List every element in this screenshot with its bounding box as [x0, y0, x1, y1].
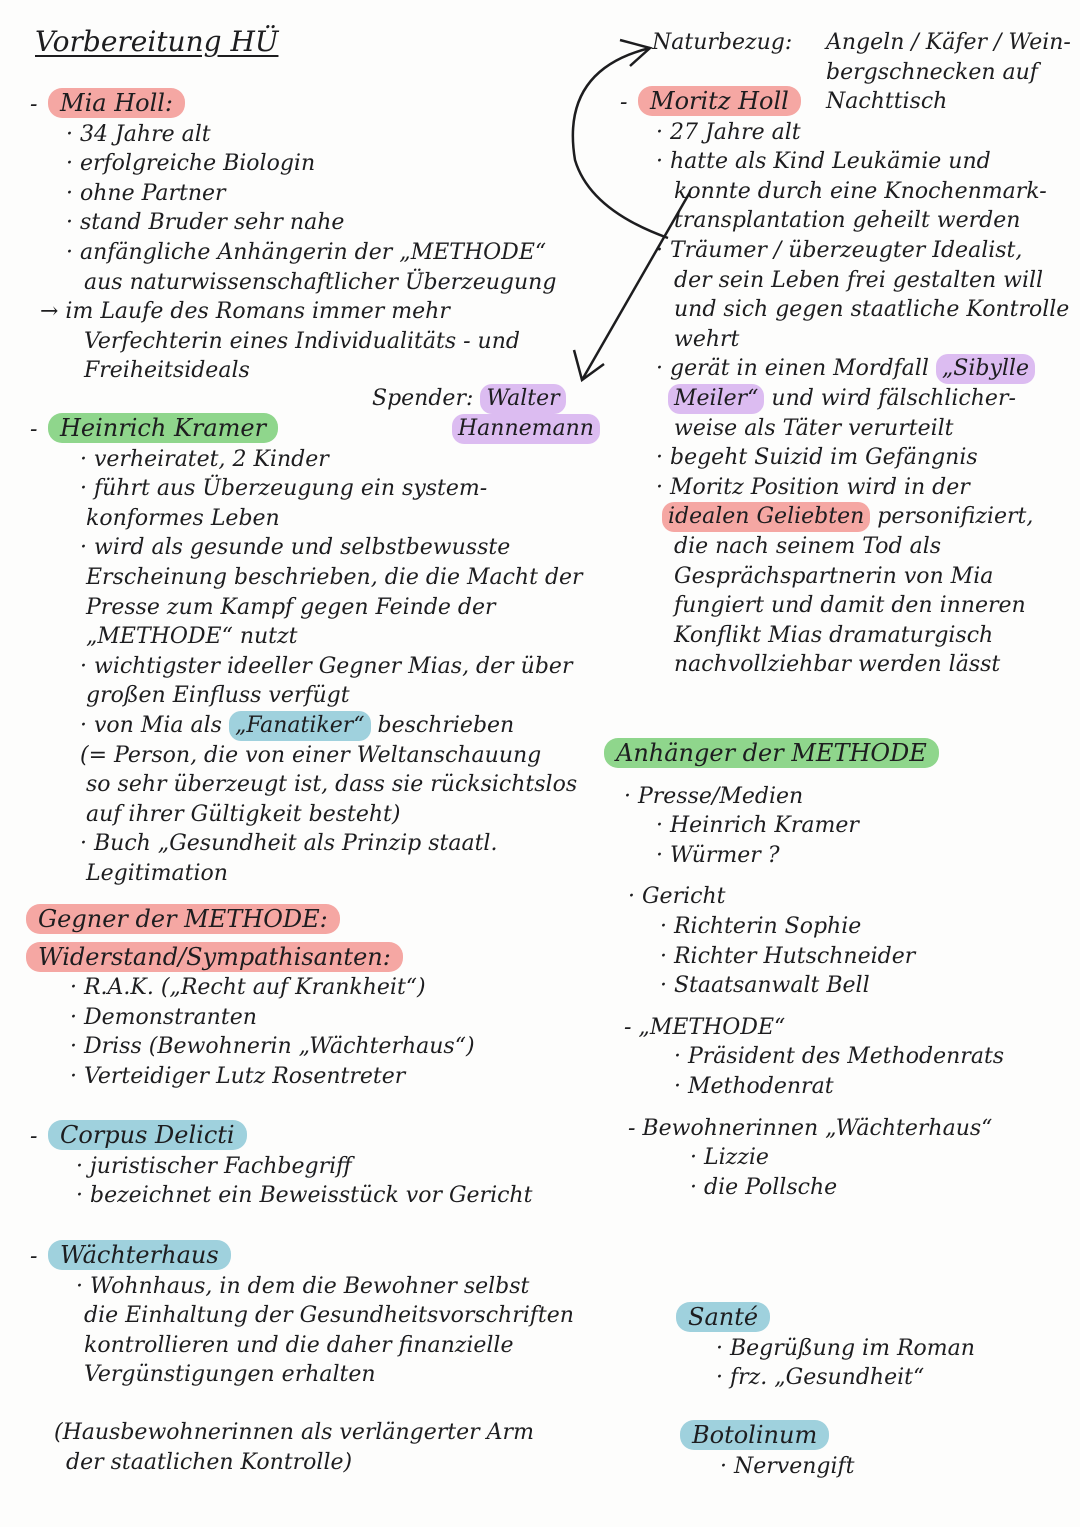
heading-mia: Mia Holl: [48, 88, 185, 118]
heading-widerstand: Widerstand/Sympathisanten: [26, 942, 403, 972]
section-moritz: - Moritz Holl · 27 Jahre alt · hatte als Kind Leukämie und konnte durch eine Knochenmark- transplantation geheilt werden · Träumer / überzeugter Idealist, der sein Leben frei gestalten will und sich gegen staatliche Kontrolle wehrt · gerät in einen Mordfall „Sibylle Meiler“ und wird fälschlicher- weise als Täter verurteilt · begeht Suizid im Gefängnis · Moritz Position wird in der idealen Geliebten personifiziert, die nach seinem Tod als Gesprächspartnerin von Mia fungiert und damit den inneren Konflikt Mias dramaturgisch nachvollziehbar werden lässt [620, 86, 1069, 680]
mia-line: → im Laufe des Romans immer mehr [40, 299, 450, 325]
heading-kramer: Heinrich Kramer [48, 413, 278, 443]
moritz-line: nachvollziehbar werden lässt [674, 652, 1001, 678]
kramer-line: so sehr überzeugt ist, dass sie rücksichtslos [86, 772, 578, 798]
group-head: · Presse/Medien [624, 783, 804, 809]
kramer-fanatiker-line [30, 711, 583, 741]
section-corpus: - Corpus Delicti · juristischer Fachbegriff · bezeichnet ein Beweisstück vor Gericht [30, 1120, 532, 1211]
waechter-note: (Hausbewohnerinnen als verlängerter Arm [54, 1419, 534, 1445]
heading-corpus: Corpus Delicti [48, 1120, 247, 1150]
kramer-line: · wird als gesunde und selbstbewusste [80, 535, 511, 561]
section-waechterhaus: - Wächterhaus · Wohnhaus, in dem die Bewohner selbst die Einhaltung der Gesundheitsvorschriften kontrollieren und die daher finanzielle Vergünstigungen erhalten (Hausbewohnerinnen als verlängerter Arm der staatlichen Kontrolle) [30, 1240, 574, 1477]
moritz-line: Gesprächspartnerin von Mia [674, 563, 994, 589]
moritz-line: · begeht Suizid im Gefängnis [656, 445, 978, 471]
moritz-line: der sein Leben frei gestalten will [674, 267, 1044, 293]
spender-name-1: Walter [480, 384, 565, 414]
heading-waechterhaus: Wächterhaus [48, 1240, 231, 1270]
corpus-line: · bezeichnet ein Beweisstück vor Gericht [76, 1183, 533, 1209]
kramer-line: · Buch „Gesundheit als Prinzip staatl. [80, 831, 498, 857]
waechter-line: die Einhaltung der Gesundheitsvorschriften [84, 1303, 574, 1329]
waechter-line: · Wohnhaus, in dem die Bewohner selbst [76, 1273, 530, 1299]
sante-line: · Begrüßung im Roman [716, 1335, 975, 1361]
spender-note [372, 384, 566, 414]
mia-line: · erfolgreiche Biologin [66, 151, 316, 177]
moritz-line: · hatte als Kind Leukämie und [656, 149, 991, 175]
heading-botulinum: Botolinum [680, 1420, 829, 1450]
anhaenger-group [604, 882, 1004, 1000]
group-item: · Methodenrat [674, 1073, 834, 1099]
kramer-line: · wichtigster ideeller Gegner Mias, der über [80, 653, 573, 679]
moritz-geliebte-line [620, 502, 1069, 532]
group-head: - Bewohnerinnen „Wächterhaus“ [628, 1115, 993, 1141]
group-item: · Präsident des Methodenrats [674, 1044, 1005, 1070]
group-item: · Lizzie [690, 1145, 769, 1171]
kramer-fanatiker-post: beschrieben [377, 712, 515, 738]
kramer-line: „METHODE“ nutzt [86, 624, 298, 650]
moritz-line: transplantation geheilt werden [674, 208, 1021, 234]
moritz-mordfall-post: und wird fälschlicher- [771, 385, 1016, 411]
term-meiler: Meiler“ [668, 384, 764, 414]
gegner-item: · Driss (Bewohnerin „Wächterhaus“) [70, 1034, 475, 1060]
moritz-geliebte-post: personifiziert, [877, 504, 1034, 530]
botulinum-line: · Nervengift [720, 1453, 855, 1479]
mia-line: Freiheitsideals [84, 358, 250, 384]
waechter-note: der staatlichen Kontrolle) [66, 1449, 353, 1475]
moritz-line: weise als Täter verurteilt [674, 415, 954, 441]
gegner-item: · Verteidiger Lutz Rosentreter [70, 1063, 406, 1089]
kramer-line: · verheiratet, 2 Kinder [80, 446, 329, 472]
group-item: · Heinrich Kramer [656, 813, 859, 839]
group-item: · Richterin Sophie [660, 913, 862, 939]
naturbezug-line: Nachttisch [826, 89, 948, 115]
gegner-item: · Demonstranten [70, 1004, 257, 1030]
kramer-line: Legitimation [86, 860, 228, 886]
term-geliebte: idealen Geliebten [662, 502, 870, 532]
kramer-line: Presse zum Kampf gegen Feinde der [86, 594, 496, 620]
moritz-line: die nach seinem Tod als [674, 533, 942, 559]
moritz-line: · 27 Jahre alt [656, 119, 801, 145]
moritz-line: Konflikt Mias dramaturgisch [674, 622, 994, 648]
moritz-line: wehrt [674, 326, 740, 352]
spender-name-2: Hannemann [452, 414, 600, 444]
moritz-line: · Träumer / überzeugter Idealist, [656, 237, 1023, 263]
term-fanatiker: „Fanatiker“ [229, 711, 371, 741]
section-mia: - Mia Holl: · 34 Jahre alt · erfolgreiche Biologin · ohne Partner · stand Bruder sehr nahe · anfängliche Anhängerin der „METHODE“ aus naturwissenschaftlicher Überzeugung → im Laufe des Romans immer mehr Verfechterin eines Individualitäts - und Freiheitsideals [30, 88, 556, 386]
waechter-line: Vergünstigungen erhalten [84, 1362, 376, 1388]
heading-moritz: Moritz Holl [638, 86, 801, 116]
corpus-line: · juristischer Fachbegriff [76, 1153, 352, 1179]
section-botulinum [680, 1420, 855, 1481]
moritz-line: · Moritz Position wird in der [656, 474, 970, 500]
mia-line: aus naturwissenschaftlicher Überzeugung [84, 269, 557, 295]
section-kramer: - Heinrich Kramer · verheiratet, 2 Kinder · führt aus Überzeugung ein system- konformes Leben · wird als gesunde und selbstbewusste Erscheinung beschrieben, die die Macht der Presse zum Kampf gegen Feinde der „METHODE“ nutzt · wichtigster ideeller Gegner Mias, der über großen Einfluss verfügt · von Mia als „Fanatiker“ beschrieben (= Person, die von einer Weltanschauung so sehr überzeugt ist, dass sie rücksichtslos auf ihrer Gültigkeit besteht) · Buch „Gesundheit als Prinzip staatl. Legitimation [30, 413, 583, 889]
mia-line: · anfängliche Anhängerin der „METHODE“ [66, 239, 547, 265]
mia-line: · 34 Jahre alt [66, 121, 211, 147]
heading-anhaenger: Anhänger der METHODE [604, 738, 939, 768]
kramer-line: (= Person, die von einer Weltanschauung [80, 742, 542, 768]
kramer-line: konformes Leben [86, 505, 280, 531]
sante-line: · frz. „Gesundheit“ [716, 1365, 925, 1391]
naturbezug-label: Naturbezug: [652, 30, 793, 55]
moritz-mordfall-pre: · gerät in einen Mordfall [656, 356, 929, 382]
waechter-line: kontrollieren und die daher finanzielle [84, 1332, 514, 1358]
mia-line: · ohne Partner [66, 180, 226, 206]
spender-label: Spender: [372, 386, 474, 411]
section-sante [676, 1302, 975, 1393]
anhaenger-group [604, 1114, 1004, 1203]
naturbezug-line: bergschnecken auf [826, 59, 1038, 85]
mia-line: · stand Bruder sehr nahe [66, 210, 345, 236]
moritz-mordfall-line-2 [620, 384, 1069, 414]
gegner-item: · R.A.K. („Recht auf Krankheit“) [70, 975, 426, 1001]
group-item: · die Pollsche [690, 1174, 838, 1200]
moritz-mordfall-line [620, 354, 1069, 384]
heading-sante: Santé [676, 1302, 770, 1332]
kramer-line: Erscheinung beschrieben, die die Macht der [86, 564, 583, 590]
group-head: - „METHODE“ [624, 1014, 786, 1040]
kramer-line: großen Einfluss verfügt [86, 683, 350, 709]
naturbezug-line: Angeln / Käfer / Wein- [826, 30, 1071, 55]
group-item: · Würmer ? [656, 842, 780, 868]
page-title: Vorbereitung HÜ [35, 25, 279, 58]
term-sibylle: „Sibylle [936, 354, 1035, 384]
heading-gegner: Gegner der METHODE: [26, 904, 340, 934]
section-anhaenger [604, 738, 1004, 1202]
group-item: · Staatsanwalt Bell [660, 973, 870, 999]
section-gegner [26, 904, 475, 1092]
moritz-line: fungiert und damit den inneren [674, 593, 1026, 619]
mia-line: Verfechterin eines Individualitäts - und [84, 328, 520, 354]
moritz-line: und sich gegen staatliche Kontrolle [674, 297, 1070, 323]
kramer-line: · führt aus Überzeugung ein system- [80, 476, 488, 502]
kramer-fanatiker-pre: · von Mia als [80, 712, 222, 738]
arrowhead-naturbezug [620, 40, 650, 66]
anhaenger-group [604, 782, 1004, 871]
moritz-line: konnte durch eine Knochenmark- [674, 178, 1047, 204]
anhaenger-group [604, 1013, 1004, 1102]
arrowhead-spender [574, 350, 604, 380]
group-item: · Richter Hutschneider [660, 943, 916, 969]
group-head: · Gericht [628, 884, 726, 910]
kramer-line: auf ihrer Gültigkeit besteht) [86, 801, 401, 827]
